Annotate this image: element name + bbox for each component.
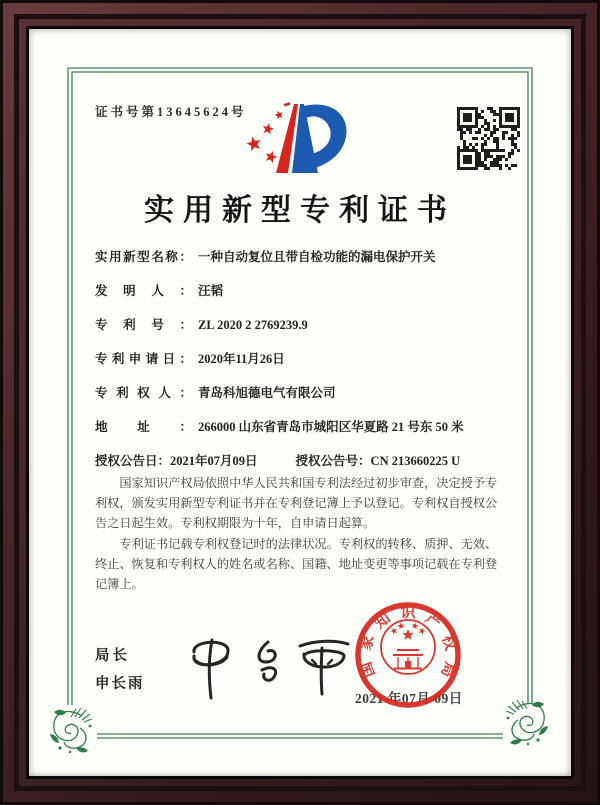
field-value: 2020年11月26日 <box>198 352 285 366</box>
field-label: 专利权人： <box>95 386 192 400</box>
corner-flourish-right <box>506 700 548 745</box>
svg-text:国: 国 <box>358 659 379 680</box>
field-row-filing-date <box>95 353 509 367</box>
grant-no-value: CN 213660225 U <box>370 454 461 468</box>
svg-text:产: 产 <box>422 610 444 633</box>
field-value: ZL 2020 2 2769239.9 <box>198 318 308 332</box>
field-label: 实用新型名称： <box>95 250 192 264</box>
field-value: 青岛科旭德电气有限公司 <box>198 386 336 400</box>
legal-paragraph-2: 专利证书记载专利权登记时的法律状况。专利权的转移、质押、无效、终止、恢复和专利权人的姓名或名称、国籍、地址变更等事项记载在专利登记簿上。 <box>95 536 498 592</box>
field-row-patent-no <box>95 319 509 333</box>
certificate-title: 实用新型专利证书 <box>144 194 456 227</box>
field-label: 发明人： <box>95 284 192 298</box>
grant-date-value: 2021年07月09日 <box>170 454 258 468</box>
grant-no-label: 授权公告号： <box>295 454 371 468</box>
field-row-grant <box>95 455 509 469</box>
svg-text:识: 识 <box>400 605 416 621</box>
seal-date: 2021 年07月 09日 <box>355 691 463 706</box>
svg-text:家: 家 <box>357 633 378 653</box>
legal-text-block <box>95 473 507 594</box>
field-row-name <box>95 251 509 265</box>
legal-paragraph-1: 国家知识产权局依照中华人民共和国专利法经过初步审查，决定授予专利权，颁发实用新型专利证书并在专利登记簿上予以登记。专利权自授权公告之日起生效。专利权期限为十年，自申请日起算。 <box>95 476 498 531</box>
fields-block <box>95 251 509 489</box>
cnipa-logo <box>240 96 362 180</box>
official-seal <box>350 598 466 714</box>
field-label: 专利号： <box>95 318 192 332</box>
seal-national-emblem <box>381 620 435 674</box>
director-title: 局长 <box>95 648 130 664</box>
field-label: 专利申请日： <box>95 352 192 366</box>
field-row-inventor <box>95 285 509 299</box>
corner-flourish-left <box>50 708 92 753</box>
field-value: 266000 山东省青岛市城阳区华夏路 21 号东 50 米 <box>198 420 464 434</box>
field-row-address <box>95 421 509 435</box>
svg-text:局: 局 <box>437 659 458 680</box>
certificate-number: 证书号第13645624号 <box>95 105 247 119</box>
svg-text:权: 权 <box>438 633 459 653</box>
director-signature <box>182 628 372 706</box>
field-row-patentee <box>95 387 509 401</box>
director-name: 申长雨 <box>95 676 145 692</box>
grant-date-label: 授权公告日： <box>95 454 171 468</box>
field-value: 汪韬 <box>198 284 224 298</box>
field-value: 一种自动复位且带自检功能的漏电保护开关 <box>198 250 436 264</box>
field-label: 地址： <box>95 420 192 434</box>
qr-code <box>457 107 520 170</box>
svg-text:知: 知 <box>372 610 394 633</box>
